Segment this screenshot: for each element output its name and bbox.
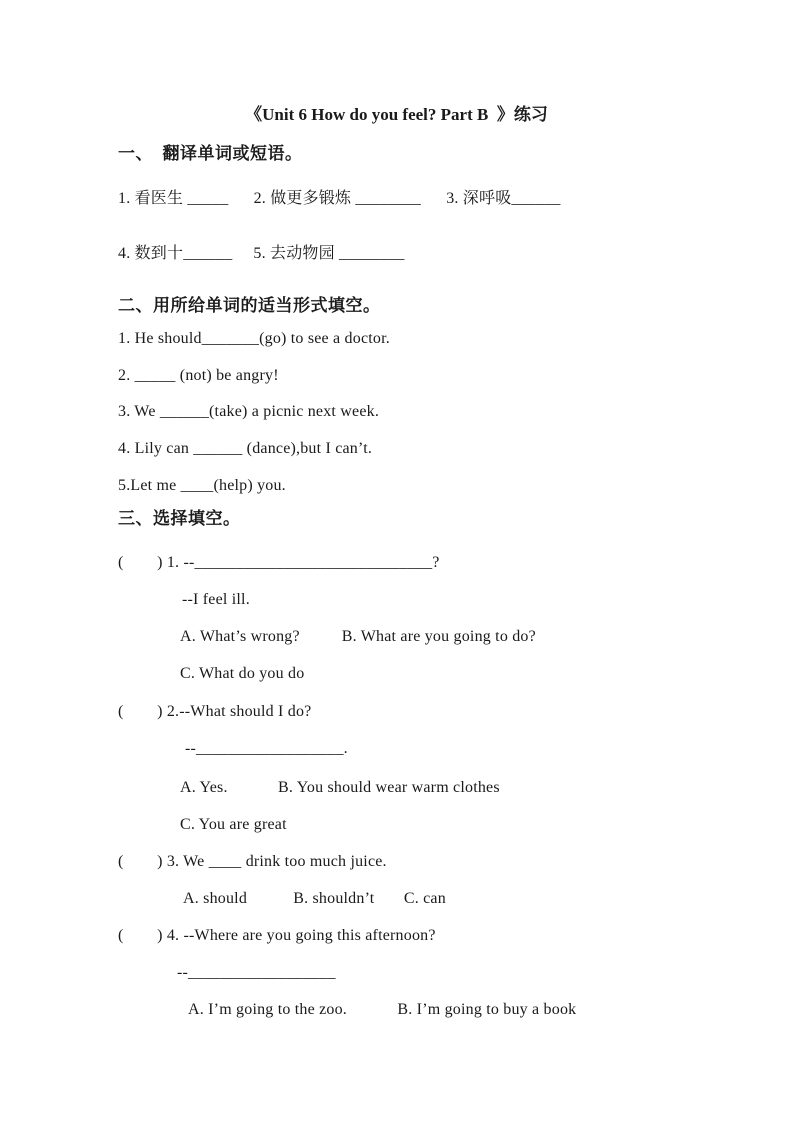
section1-heading: 一、 翻译单词或短语。 xyxy=(118,144,303,163)
section2-item-3: 3. We ______(take) a picnic next week. xyxy=(118,403,380,420)
choice-q3-options-abc: A. should B. shouldn’t C. can xyxy=(183,890,446,907)
section2-item-1: 1. He should_______(go) to see a doctor. xyxy=(118,330,390,347)
section3-heading: 三、选择填空。 xyxy=(118,509,241,528)
choice-q4-options-ab: A. I’m going to the zoo. B. I’m going to buy a book xyxy=(188,1001,577,1018)
choice-q2-stem: ( ) 2.--What should I do? xyxy=(118,703,312,720)
section2-item-4: 4. Lily can ______ (dance),but I can’t. xyxy=(118,440,373,457)
choice-q2-option-c: C. You are great xyxy=(180,816,287,833)
choice-q1-option-c: C. What do you do xyxy=(180,665,305,682)
section2-item-5: 5.Let me ____(help) you. xyxy=(118,477,286,494)
choice-q2-reply: --__________________. xyxy=(185,740,348,757)
section2-item-2: 2. _____ (not) be angry! xyxy=(118,367,279,384)
choice-q1-reply: --I feel ill. xyxy=(182,591,250,608)
choice-q1-options-ab: A. What’s wrong? B. What are you going to do? xyxy=(180,628,536,645)
section1-row2: 4. 数到十______ 5. 去动物园 ________ xyxy=(118,245,405,262)
choice-q4-reply: --__________________ xyxy=(177,964,336,981)
choice-q1-stem: ( ) 1. --_____________________________? xyxy=(118,554,440,571)
choice-q2-options-ab: A. Yes. B. You should wear warm clothes xyxy=(180,779,500,796)
section2-heading: 二、用所给单词的适当形式填空。 xyxy=(118,296,381,315)
choice-q4-stem: ( ) 4. --Where are you going this afternoon? xyxy=(118,927,436,944)
choice-q3-stem: ( ) 3. We ____ drink too much juice. xyxy=(118,853,387,870)
page-title: 《Unit 6 How do you feel? Part B 》练习 xyxy=(245,105,548,124)
section1-row1: 1. 看医生 _____ 2. 做更多锻炼 ________ 3. 深呼吸______ xyxy=(118,190,561,207)
